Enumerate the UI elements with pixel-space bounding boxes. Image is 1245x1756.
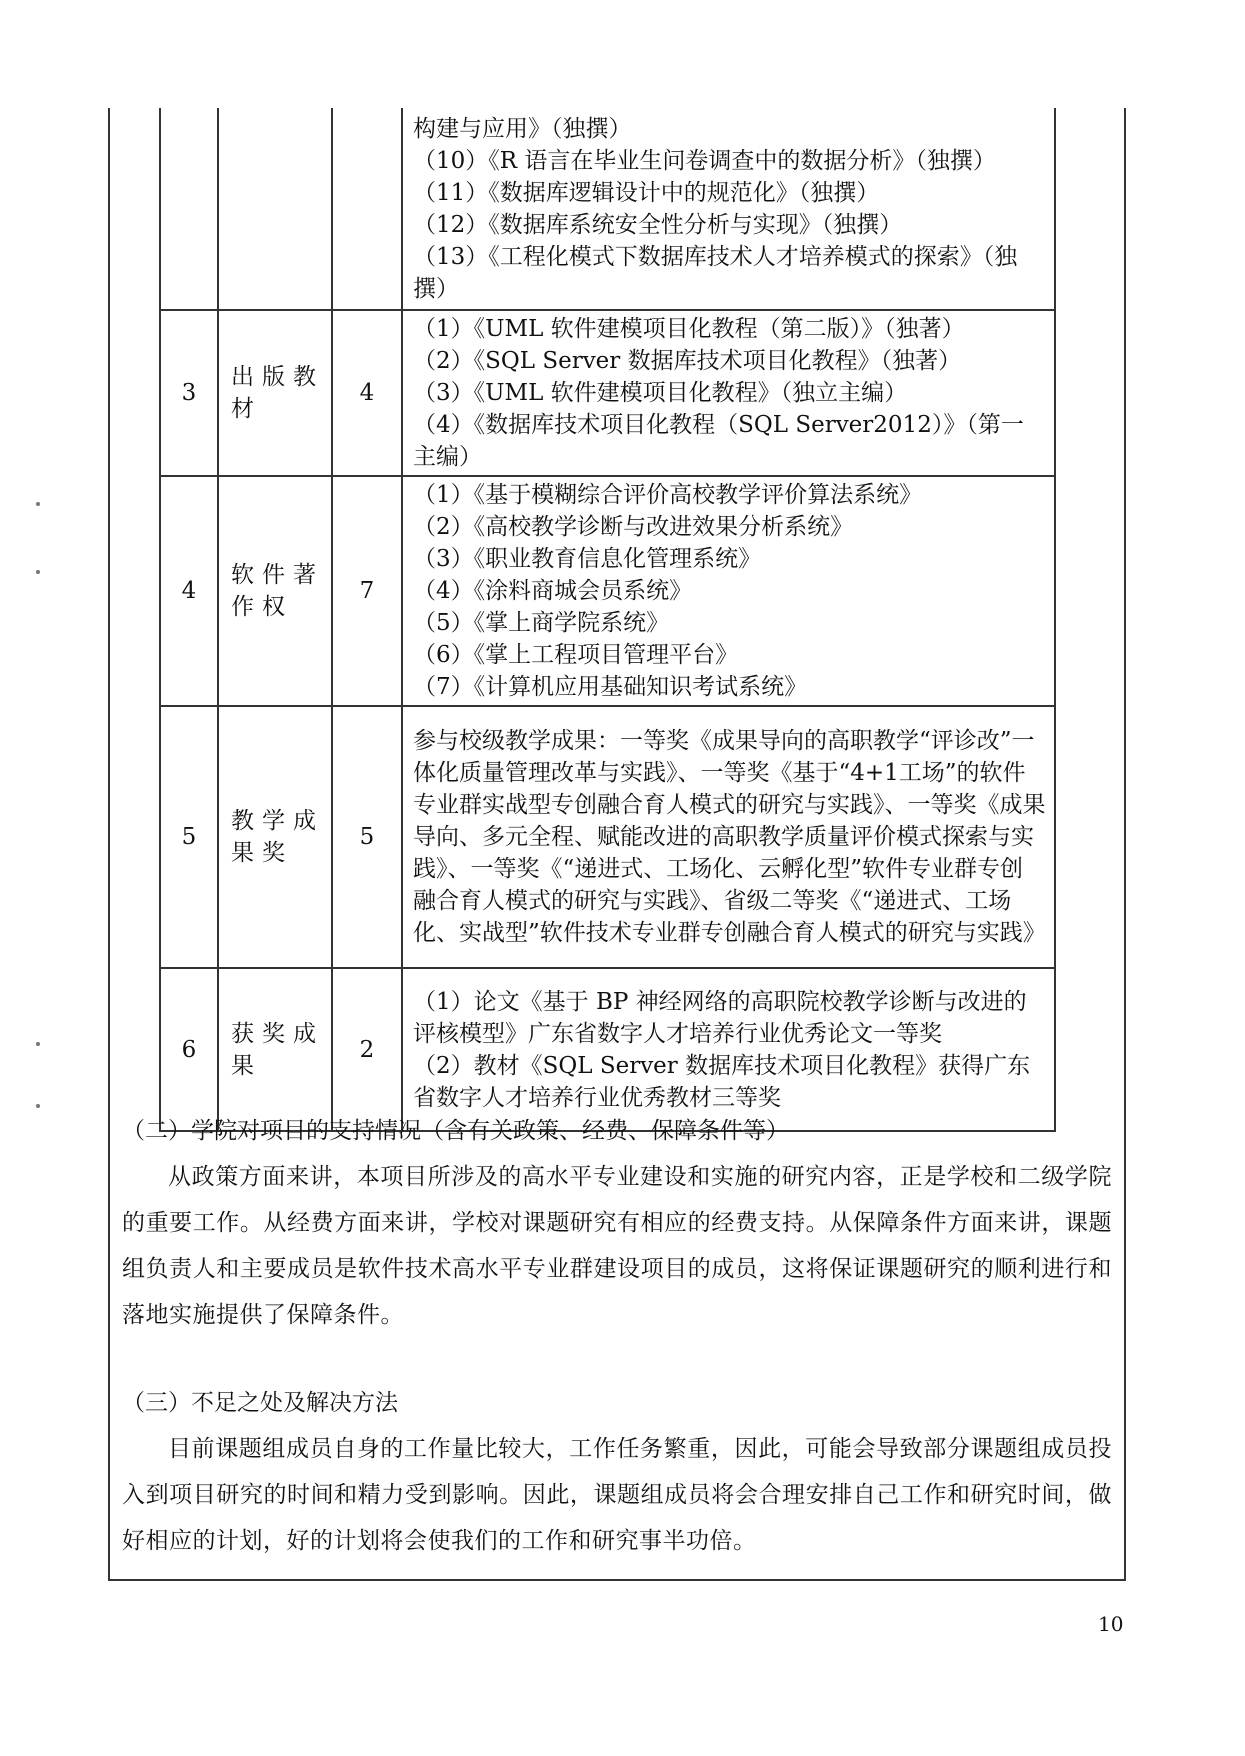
result-item: （4）《数据库技术项目化教程（SQL Server2012）》（第一主编） — [413, 412, 1024, 470]
results-table — [159, 108, 1056, 1132]
section-3-heading: （三）不足之处及解决方法 — [122, 1390, 398, 1416]
row-count: 5 — [332, 706, 402, 968]
result-item: （4）《涂料商城会员系统》 — [413, 578, 693, 604]
result-item: （12）《数据库系统安全性分析与实现》（独撰） — [413, 211, 903, 238]
result-item: （2）《SQL Server 数据库技术项目化教程》（独著） — [413, 348, 962, 374]
row-items — [402, 968, 1055, 1131]
row-type: 教学成果奖 — [218, 706, 332, 968]
row-count — [332, 108, 402, 310]
result-item: （10）《R 语言在毕业生问卷调查中的数据分析》（独撰） — [413, 147, 996, 174]
result-item: （5）《掌上商学院系统》 — [413, 610, 670, 636]
result-item: 构建与应用》（独撰） — [413, 115, 632, 142]
row-items — [402, 476, 1055, 706]
result-item: （11）《数据库逻辑设计中的规范化》（独撰） — [413, 179, 880, 206]
row-items — [402, 310, 1055, 476]
row-type: 获奖成果 — [218, 968, 332, 1131]
section-2-heading: （二）学院对项目的支持情况（含有关政策、经费、保障条件等） — [122, 1118, 789, 1144]
table-row — [160, 310, 1055, 476]
result-item: （1）论文《基于 BP 神经网络的高职院校教学诊断与改进的评核模型》广东省数字人才培养行业优秀论文一等奖 — [413, 988, 1027, 1047]
section-3-paragraph: 目前课题组成员自身的工作量比较大，工作任务繁重，因此，可能会导致部分课题组成员投入到项目研究的时间和精力受到影响。因此，课题组成员将会合理安排自己工作和研究时间，做好相应的计划，好的计划将会使我们的工作和研究事半功倍。 — [122, 1436, 1112, 1554]
section-2-paragraph: 从政策方面来讲，本项目所涉及的高水平专业建设和实施的研究内容，正是学校和二级学院的重要工作。从经费方面来讲，学校对课题研究有相应的经费支持。从保障条件方面来讲，课题组负责人和主要成员是软件技术高水平专业群建设项目的成员，这将保证课题研究的顺利进行和落地实施提供了保障条件。 — [122, 1164, 1112, 1328]
result-item: （1）《UML 软件建模项目化教程（第二版）》（独著） — [413, 316, 965, 342]
result-item: （6）《掌上工程项目管理平台》 — [413, 642, 739, 668]
result-item: （3）《职业教育信息化管理系统》 — [413, 546, 762, 572]
row-items — [402, 108, 1055, 310]
result-item: 参与校级教学成果：一等奖《成果导向的高职教学“评诊改”一体化质量管理改革与实践》、一等奖《基于“4+1工场”的软件专业群实战型专创融合育人模式的研究与实践》、一等奖《成果导向、多元全程、赋能改进的高职教学质量评价模式探索与实践》、一等奖《“递进式、工场化、云孵化型”软件专业群专创融合育人模式的研究与实践》、省级二等奖《“递进式、工场化、实战型”软件技术专业群专创融合育人模式的研究与实践》 — [413, 728, 1046, 946]
row-number: 3 — [160, 310, 218, 476]
table-row — [160, 108, 1055, 310]
row-count: 4 — [332, 310, 402, 476]
table-row — [160, 476, 1055, 706]
result-item: （2）教材《SQL Server 数据库技术项目化教程》获得广东省数字人才培养行业优秀教材三等奖 — [413, 1052, 1031, 1111]
table-row — [160, 706, 1055, 968]
page-number: 10 — [1098, 1612, 1124, 1636]
row-type: 出版教材 — [218, 310, 332, 476]
scan-mark — [36, 570, 40, 574]
result-item: （2）《高校教学诊断与改进效果分析系统》 — [413, 514, 854, 540]
row-type — [218, 108, 332, 310]
table-row — [160, 968, 1055, 1131]
row-number — [160, 108, 218, 310]
scan-mark — [36, 1042, 40, 1046]
row-number: 4 — [160, 476, 218, 706]
row-items — [402, 706, 1055, 968]
row-number: 5 — [160, 706, 218, 968]
row-type: 软件著作权 — [218, 476, 332, 706]
scan-mark — [36, 502, 40, 506]
result-item: （7）《计算机应用基础知识考试系统》 — [413, 674, 808, 700]
row-number: 6 — [160, 968, 218, 1131]
row-count: 2 — [332, 968, 402, 1131]
section-2 — [122, 1108, 1112, 1338]
result-item: （3）《UML 软件建模项目化教程》（独立主编） — [413, 380, 908, 406]
row-count: 7 — [332, 476, 402, 706]
result-item: （13）《工程化模式下数据库技术人才培养模式的探索》（独撰） — [413, 243, 1018, 302]
section-3 — [122, 1380, 1112, 1564]
scan-mark — [36, 1104, 40, 1108]
result-item: （1）《基于模糊综合评价高校教学评价算法系统》 — [413, 482, 923, 508]
results-table-body — [160, 108, 1055, 1131]
